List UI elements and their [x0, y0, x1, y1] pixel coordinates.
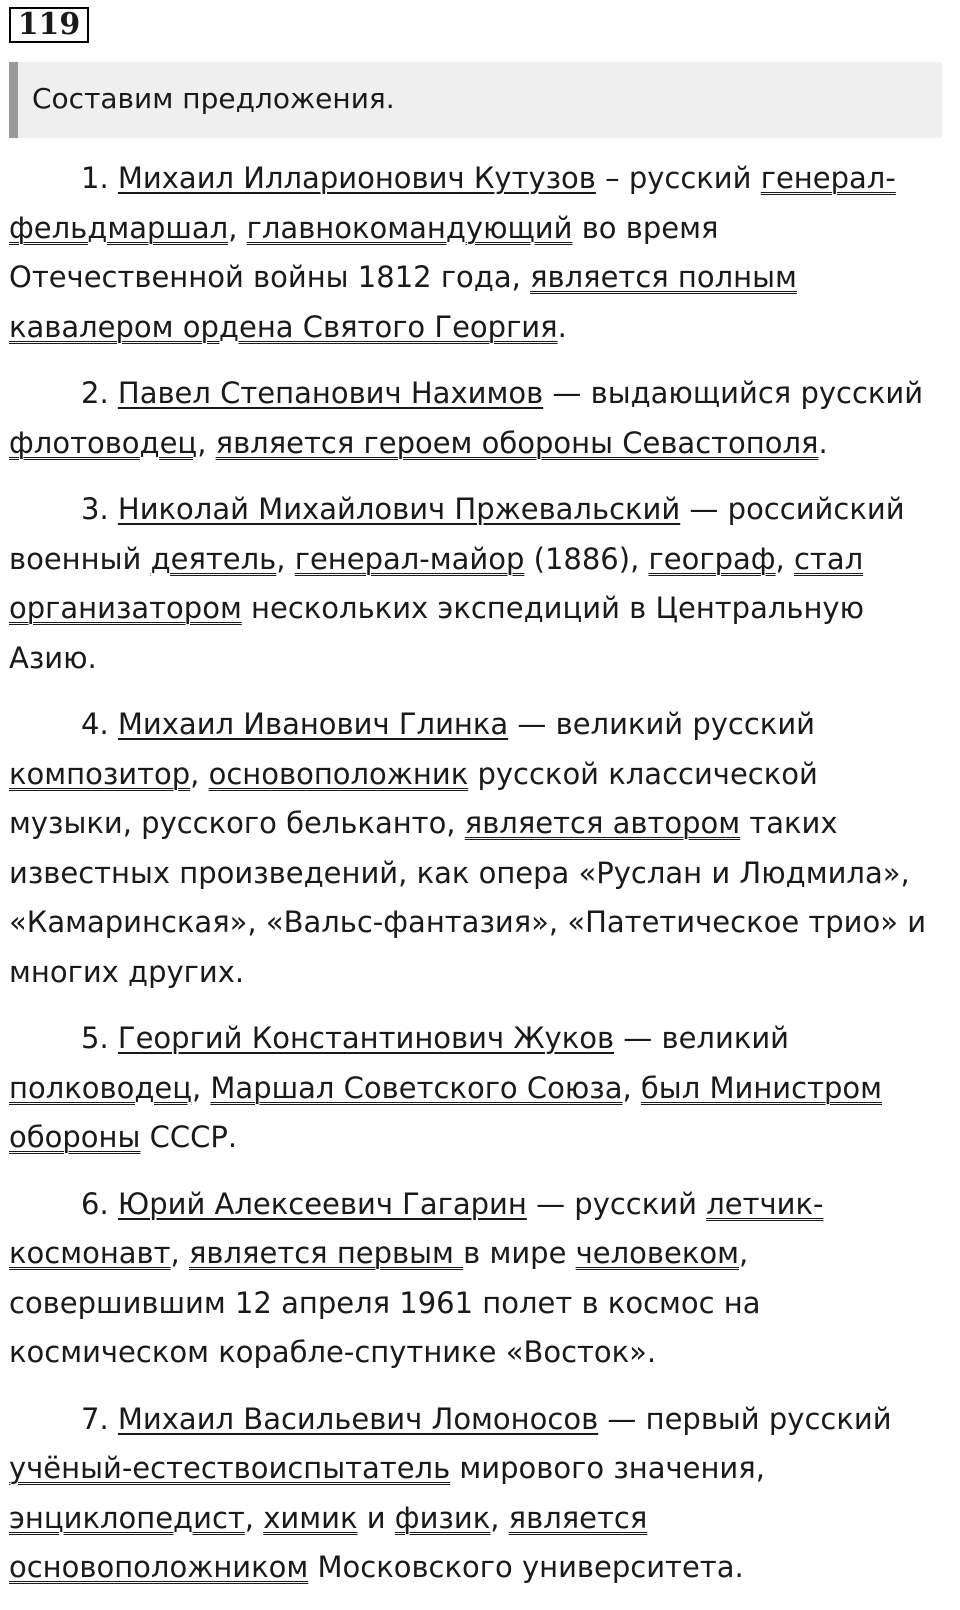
sentence-number: 6. [81, 1186, 109, 1221]
sentence-number: 3. [81, 492, 109, 526]
sentence-number: 4. [81, 707, 109, 741]
predicate: является героем обороны Севастополя [215, 425, 819, 460]
task-heading [9, 62, 942, 138]
predicate: летчик-космонавт [9, 1186, 824, 1270]
heading-text: Составим предложения. [32, 82, 395, 115]
predicate: основоположник [208, 756, 469, 791]
sentence-number: 2. [81, 376, 109, 410]
predicate: является первым [188, 1236, 464, 1270]
sentence-number: 7. [81, 1401, 109, 1436]
predicate: является полным кавалером ордена Святого Георгия [9, 260, 797, 344]
plain-text: таких известных произведений, как опера «Руслан и Людмила», «Камаринская», «Вальс-фантазия», «Патетическое трио» и многих других. [9, 806, 927, 989]
plain-text: , [191, 1070, 211, 1105]
sentence-number: 5. [81, 1021, 109, 1055]
subject: Михаил Илларионович Кутузов [117, 161, 596, 195]
plain-text: — российский военный [9, 492, 905, 576]
plain-text: – русский [595, 161, 761, 195]
plain-text: , [228, 210, 247, 245]
subject: Николай Михайлович Пржевальский [117, 492, 681, 526]
predicate: энциклопедист [9, 1500, 245, 1535]
plain-text: , [244, 1500, 264, 1535]
predicate: композитор [9, 756, 191, 791]
subject: Михаил Васильевич Ломоносов [117, 1401, 599, 1436]
plain-text: во время Отечественной войны 1812 года, [9, 210, 719, 294]
plain-text: , [276, 541, 295, 576]
plain-text: русской классической музыки, русского бельканто, [9, 756, 818, 840]
plain-text: , [190, 756, 209, 791]
subject: Юрий Алексеевич Гагарин [117, 1186, 527, 1221]
plain-text: Московского университета. [308, 1550, 744, 1584]
sentence-2 [9, 369, 939, 468]
predicate: географ [648, 541, 776, 576]
predicate: человеком [575, 1236, 739, 1270]
plain-text: и [357, 1500, 395, 1535]
predicate: учёный-естествоиспытатель [9, 1451, 451, 1485]
plain-text: , совершившим 12 апреля 1961 полет в космос на космическом корабле-спутнике «Восток». [9, 1236, 761, 1369]
sentence-number: 1. [81, 161, 109, 195]
predicate: физик [394, 1500, 491, 1535]
plain-text: — великий русский [508, 707, 816, 741]
sentence-list [9, 154, 939, 1610]
predicate: флотоводец [9, 425, 198, 460]
predicate: деятель [150, 541, 277, 576]
predicate: генерал-майор [294, 541, 525, 576]
plain-text: мирового значения, [450, 1451, 765, 1485]
predicate: полководец [9, 1070, 192, 1105]
plain-text: . [557, 309, 567, 344]
sentence-7 [9, 1395, 939, 1593]
plain-text: — великий [614, 1021, 790, 1055]
plain-text: (1886), [524, 541, 649, 576]
task-number: 119 [9, 7, 89, 43]
plain-text: — выдающийся русский [543, 376, 924, 410]
plain-text: в мире [463, 1236, 576, 1270]
predicate: является основоположником [9, 1500, 648, 1584]
sentence-1 [9, 154, 939, 352]
predicate: Маршал Советского Союза [210, 1070, 623, 1105]
predicate: был Министром обороны [9, 1070, 882, 1154]
plain-text: , [197, 425, 216, 460]
plain-text: , [490, 1500, 509, 1535]
predicate: генерал-фельдмаршал [9, 161, 896, 245]
plain-text: — первый русский [598, 1401, 892, 1436]
predicate: главнокомандующий [246, 210, 573, 245]
plain-text: , [775, 541, 794, 576]
subject: Георгий Константинович Жуков [117, 1021, 615, 1055]
plain-text: , [170, 1236, 189, 1270]
sentence-6 [9, 1180, 939, 1378]
plain-text: СССР. [140, 1120, 238, 1154]
predicate: стал организатором [9, 541, 864, 625]
plain-text: нескольких экспедиций в Центральную Азию. [9, 591, 865, 675]
plain-text: — русский [526, 1186, 707, 1221]
predicate: является автором [464, 806, 741, 840]
plain-text: . [818, 425, 828, 460]
subject: Михаил Иванович Глинка [117, 707, 509, 741]
sentence-5 [9, 1014, 939, 1163]
plain-text: , [622, 1070, 641, 1105]
subject: Павел Степанович Нахимов [117, 376, 544, 410]
predicate: химик [263, 1500, 358, 1535]
sentence-4 [9, 700, 939, 997]
sentence-3 [9, 485, 939, 683]
